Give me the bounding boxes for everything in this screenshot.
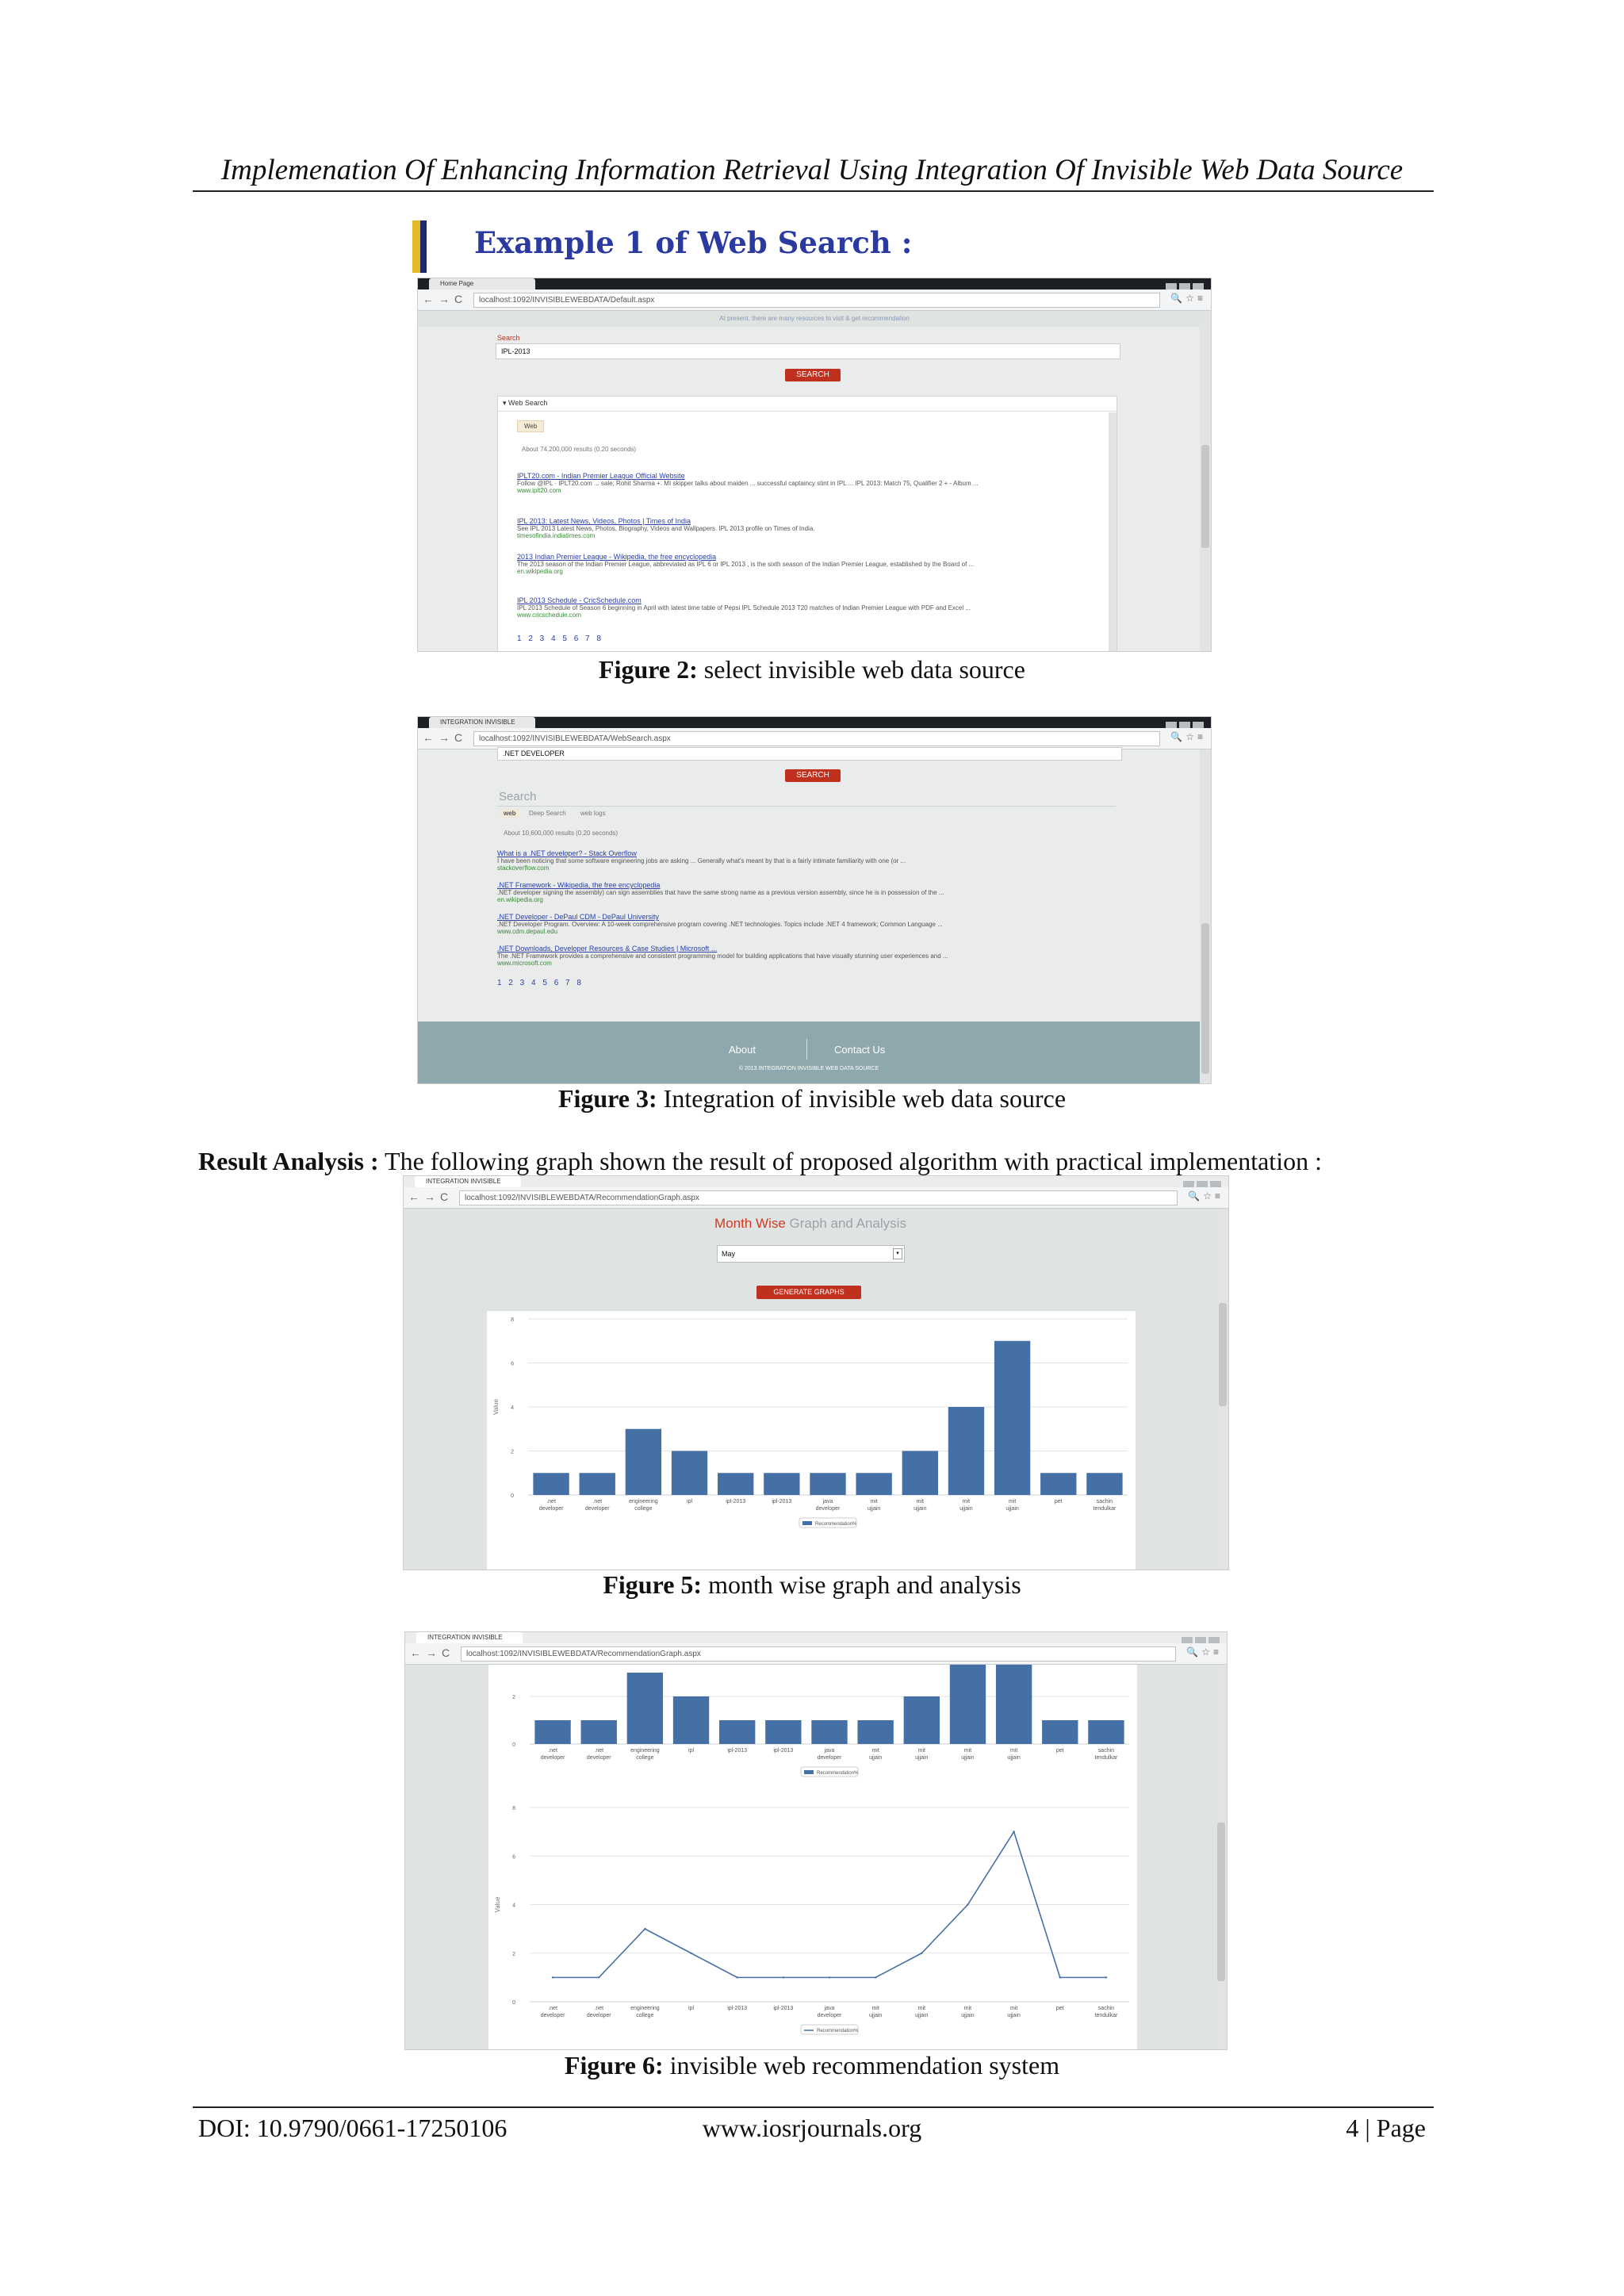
x-tick-label: ujjain — [961, 1755, 975, 1761]
address-bar[interactable]: localhost:1092/INVISIBLEWEBDATA/RecommendationGraph.aspx — [459, 1190, 1178, 1205]
x-tick-label: ipl-2013 — [773, 1748, 794, 1754]
graph-heading-rest: Graph and Analysis — [785, 1216, 906, 1231]
bar — [811, 1720, 847, 1744]
footer-divider — [806, 1039, 807, 1060]
figure-3-caption — [0, 1084, 1624, 1114]
result-snippet: The 2013 season of the Indian Premier League, abbreviated as IPL 6 or IPL 2013 , is the sixth season of the Indian Premier League, established by the Board of ... — [517, 561, 975, 568]
bar — [580, 1473, 615, 1495]
bar — [533, 1473, 569, 1495]
x-tick-label: developer — [586, 1755, 611, 1761]
x-tick-label: developer — [540, 2013, 565, 2018]
line-point — [829, 1976, 830, 1978]
x-tick-label: sachin — [1097, 2006, 1115, 2011]
x-tick-label: ipl — [688, 2006, 695, 2011]
search-button[interactable]: SEARCH — [785, 369, 841, 381]
x-tick-label: ujjain — [915, 1755, 929, 1761]
x-tick-label: .net — [594, 2006, 604, 2011]
result-snippet: .NET developer signing the assembly) can sign assemblies that have the same strong name as a previous version assembly, since he is in possession of the ... — [497, 889, 944, 896]
graph-heading-accent: Month Wise — [714, 1216, 786, 1231]
line-point — [783, 1976, 784, 1978]
figure-6-screenshot — [404, 1631, 1228, 2050]
running-title: Implemenation Of Enhancing Information Retrieval Using Integration Of Invisible Web Data Source — [220, 154, 1404, 186]
search-button[interactable]: SEARCH — [785, 769, 841, 782]
line-point — [967, 1903, 968, 1905]
bar — [626, 1429, 661, 1495]
line-chart — [488, 1792, 1137, 2049]
y-tick-label: 8 — [511, 1317, 514, 1323]
x-tick-label: ipl — [688, 1748, 695, 1754]
page-scrollbar-thumb[interactable] — [1217, 1823, 1225, 1981]
y-tick-label: 6 — [511, 1361, 514, 1367]
result-title-link[interactable]: IPL 2013: Latest News, Videos, Photos | Times of India — [517, 517, 691, 525]
example-title: Example 1 of Web Search : — [474, 225, 913, 260]
result-title-link[interactable]: What is a .NET developer? - Stack Overflow — [497, 849, 637, 857]
bar — [719, 1720, 755, 1744]
x-tick-label: ipl-2013 — [773, 2006, 794, 2011]
x-tick-label: mit — [917, 2006, 925, 2011]
tab-web[interactable]: Web — [517, 420, 544, 432]
y-tick-label: 0 — [512, 2000, 515, 2006]
bar — [1088, 1720, 1124, 1744]
result-url: www.cdm.depaul.edu — [497, 928, 558, 935]
bar — [673, 1696, 709, 1744]
x-tick-label: mit — [870, 1499, 878, 1504]
bar — [948, 1407, 984, 1495]
x-tick-label: developer — [584, 1506, 610, 1512]
result-url: timesofindia.indiatimes.com — [517, 532, 596, 539]
bar — [1042, 1720, 1078, 1744]
result-url: en.wikipedia.org — [497, 896, 543, 903]
caption-text: select invisible web data source — [697, 655, 1025, 684]
result-url: www.iplt20.com — [517, 487, 561, 494]
line-point — [690, 1953, 691, 1954]
x-tick-label: tendulkar — [1093, 1506, 1116, 1512]
browser-titlebar — [418, 278, 1211, 289]
y-tick-label: 4 — [511, 1405, 514, 1411]
x-tick-label: tendulkar — [1094, 2013, 1118, 2018]
x-tick-label: mit — [871, 2006, 879, 2011]
x-tick-label: developer — [817, 2013, 842, 2018]
y-tick-label: 8 — [512, 1806, 515, 1811]
nav-arrows-icon[interactable]: ←→C — [423, 293, 468, 305]
x-tick-label: mit — [916, 1499, 924, 1504]
tab-deep-search[interactable]: Deep Search — [529, 810, 566, 817]
x-tick-label: ujjain — [1007, 1755, 1021, 1761]
bar — [1040, 1473, 1076, 1495]
search-input[interactable]: IPL-2013 — [496, 343, 1120, 359]
caption-text: month wise graph and analysis — [702, 1570, 1021, 1599]
bar — [718, 1473, 753, 1495]
browser-titlebar — [404, 1176, 1228, 1187]
x-tick-label: engineering — [629, 1499, 658, 1504]
x-tick-label: mit — [963, 1748, 972, 1754]
result-title-link[interactable]: 2013 Indian Premier League - Wikipedia, the free encyclopedia — [517, 553, 717, 561]
y-tick-label: 2 — [512, 1951, 515, 1957]
legend-label: Recommendation% — [817, 2029, 859, 2033]
bar — [994, 1341, 1030, 1495]
search-label: Search — [497, 334, 520, 342]
result-snippet: I have been noticing that some software engineering jobs are asking ... Generally what's meant by that is a fairly intimate familiarity with one (or ... — [497, 857, 906, 864]
result-item — [497, 849, 1100, 872]
x-tick-label: mit — [1008, 1499, 1017, 1504]
line-point — [1059, 1976, 1061, 1978]
result-title-link[interactable]: .NET Developer - DePaul CDM - DePaul University — [497, 913, 659, 921]
x-tick-label: .net — [592, 1499, 603, 1504]
x-tick-label: ipl-2013 — [726, 1499, 746, 1504]
bar — [810, 1473, 845, 1495]
header-rule — [193, 190, 1434, 192]
x-tick-label: java — [824, 1748, 835, 1754]
legend-swatch — [802, 1521, 812, 1525]
star-menu-icon[interactable]: 🔍☆≡ — [1170, 293, 1206, 304]
result-url: www.microsoft.com — [497, 960, 552, 967]
nav-arrows-icon[interactable]: ←→C — [408, 1190, 454, 1203]
x-tick-label: ujjain — [868, 1755, 883, 1761]
bar — [950, 1665, 986, 1744]
x-tick-label: .net — [594, 1748, 604, 1754]
result-item — [497, 881, 1100, 903]
banner-accent-dark — [420, 220, 427, 273]
result-url: stackoverflow.com — [497, 864, 550, 872]
x-tick-label: engineering — [630, 1748, 660, 1754]
browser-toolbar — [418, 289, 1211, 311]
x-tick-label: college — [634, 1506, 653, 1512]
footer-site: www.iosrjournals.org — [702, 2114, 922, 2142]
figure-2-caption — [0, 655, 1624, 684]
address-bar[interactable]: localhost:1092/INVISIBLEWEBDATA/Default.aspx — [473, 293, 1160, 308]
line-point — [921, 1953, 922, 1954]
section-divider — [497, 806, 1116, 807]
chevron-down-icon[interactable]: ▾ — [893, 1248, 902, 1259]
browser-titlebar — [405, 1632, 1227, 1643]
result-item — [497, 945, 1100, 967]
star-menu-icon[interactable]: 🔍☆≡ — [1188, 1190, 1224, 1202]
x-tick-label: developer — [817, 1755, 842, 1761]
page-scrollbar-thumb[interactable] — [1219, 1303, 1227, 1406]
line-point — [875, 1976, 876, 1978]
x-tick-label: java — [824, 2006, 835, 2011]
x-tick-label: college — [636, 1755, 654, 1761]
result-snippet: IPL 2013 Schedule of Season 6 beginning in April with latest time table of Pepsi IPL Schedule 2013 T20 matches of Indian Premier League with PDF and Excel ... — [517, 604, 971, 611]
x-tick-label: ipl — [687, 1499, 693, 1504]
month-select-value: May — [722, 1250, 736, 1258]
browser-toolbar — [418, 728, 1211, 749]
result-analysis-paragraph — [198, 1147, 1322, 1176]
caption-text: Integration of invisible web data source — [657, 1084, 1067, 1113]
result-item — [517, 517, 1096, 539]
browser-toolbar — [405, 1643, 1227, 1665]
x-tick-label: ujjain — [868, 2013, 883, 2018]
footer-rule — [193, 2106, 1434, 2108]
footer-page-number: 4 | Page — [1346, 2114, 1426, 2142]
bar-chart — [487, 1311, 1136, 1570]
line-point — [598, 1976, 599, 1978]
browser-tab[interactable]: INTEGRATION INVISIBLE — [429, 717, 535, 728]
bar — [765, 1720, 801, 1744]
bar-chart-panel — [487, 1311, 1136, 1570]
caption-label: Figure 2: — [599, 655, 698, 684]
legend-swatch — [804, 1770, 814, 1774]
charts-panel — [488, 1665, 1137, 2049]
x-tick-label: mit — [962, 1499, 971, 1504]
bar — [764, 1473, 799, 1495]
x-tick-label: java — [822, 1499, 833, 1504]
x-tick-label: mit — [1009, 1748, 1018, 1754]
nav-arrows-icon[interactable]: ←→C — [410, 1646, 455, 1659]
search-input[interactable]: .NET DEVELOPER — [497, 747, 1122, 761]
x-tick-label: .net — [548, 2006, 557, 2011]
bar — [996, 1665, 1032, 1744]
window-controls[interactable] — [1163, 719, 1208, 726]
browser-tab[interactable]: INTEGRATION INVISIBLE — [416, 1632, 523, 1643]
result-analysis-text: The following graph shown the result of proposed algorithm with practical implementation : — [378, 1147, 1322, 1175]
x-tick-label: pet — [1054, 1499, 1063, 1504]
result-item — [517, 472, 1096, 494]
y-tick-label: 0 — [512, 1742, 515, 1748]
tab-web-logs[interactable]: web logs — [580, 810, 606, 817]
y-tick-label: 2 — [512, 1695, 515, 1700]
graph-heading — [404, 1216, 1217, 1232]
bar — [856, 1473, 891, 1495]
x-tick-label: engineering — [630, 2006, 660, 2011]
x-tick-label: ujjain — [961, 2013, 975, 2018]
x-tick-label: pet — [1055, 1748, 1064, 1754]
panel-scrollbar[interactable] — [1109, 412, 1116, 652]
result-title-link[interactable]: .NET Framework - Wikipedia, the free encyclopedia — [497, 881, 661, 889]
y-tick-label: 0 — [511, 1493, 514, 1499]
result-title-link[interactable]: IPLT20.com - Indian Premier League Official Website — [517, 472, 685, 480]
bar-chart-partial — [488, 1665, 1137, 1792]
line-point — [1013, 1830, 1014, 1832]
y-tick-label: 4 — [512, 1903, 515, 1909]
x-tick-label: mit — [871, 1748, 879, 1754]
x-tick-label: sachin — [1096, 1499, 1113, 1504]
caption-label: Figure 3: — [557, 1084, 657, 1113]
line-point — [552, 1976, 553, 1978]
results-count: About 10,600,000 results (0.20 seconds) — [504, 830, 619, 837]
footer-about-link[interactable]: About — [729, 1044, 756, 1056]
x-tick-label: ipl-2013 — [727, 1748, 748, 1754]
x-tick-label: developer — [540, 1755, 565, 1761]
legend-label: Recommendation% — [817, 1771, 859, 1776]
browser-tab[interactable]: Home Page — [429, 278, 535, 289]
x-tick-label: ipl-2013 — [727, 2006, 748, 2011]
bar — [534, 1720, 570, 1744]
page-scrollbar-thumb[interactable] — [1201, 923, 1209, 1074]
address-bar[interactable]: localhost:1092/INVISIBLEWEBDATA/RecommendationGraph.aspx — [461, 1646, 1176, 1662]
tab-web[interactable]: web — [500, 809, 519, 818]
panel-divider — [498, 411, 1116, 412]
results-count: About 74,200,000 results (0.20 seconds) — [522, 446, 637, 453]
x-tick-label: college — [636, 2013, 654, 2018]
pagination[interactable]: 1 2 3 4 5 6 7 8 — [497, 979, 584, 987]
figure-6-caption — [0, 2051, 1624, 2080]
x-tick-label: tendulkar — [1094, 1755, 1118, 1761]
bar — [857, 1720, 893, 1744]
line-point — [736, 1976, 737, 1978]
figure-3-screenshot — [417, 716, 1212, 1084]
caption-text: invisible web recommendation system — [663, 2051, 1060, 2079]
x-tick-label: ujjain — [867, 1506, 881, 1512]
footer-copyright: © 2013 INTEGRATION INVISIBLE WEB DATA SOURCE — [738, 1066, 879, 1071]
figure-5-caption — [0, 1570, 1624, 1600]
result-snippet: The .NET Framework provides a comprehensive and consistent programming model for building applications that have visually stunning user experiences and ... — [497, 953, 948, 960]
x-tick-label: .net — [546, 1499, 556, 1504]
bar — [902, 1451, 938, 1496]
section-heading: Search — [499, 790, 537, 803]
result-title-link[interactable]: IPL 2013 Schedule - CricSchedule.com — [517, 596, 642, 604]
line-point — [644, 1928, 645, 1930]
x-tick-label: ipl-2013 — [772, 1499, 792, 1504]
result-item — [517, 553, 1096, 575]
legend-label: Recommendation% — [815, 1522, 857, 1527]
y-tick-label: 6 — [512, 1854, 515, 1861]
result-item — [517, 596, 1096, 619]
example-banner — [412, 220, 912, 273]
bar — [581, 1720, 617, 1744]
x-tick-label: developer — [815, 1506, 841, 1512]
x-tick-label: sachin — [1097, 1748, 1115, 1754]
result-title-link[interactable]: .NET Downloads, Developer Resources & Case Studies | Microsoft ... — [497, 945, 718, 953]
caption-label: Figure 6: — [564, 2051, 664, 2079]
pagination[interactable]: 1 2 3 4 5 6 7 8 — [517, 634, 603, 643]
star-menu-icon[interactable]: 🔍☆≡ — [1186, 1646, 1222, 1658]
panel-title[interactable]: ▾ Web Search — [503, 399, 548, 407]
x-tick-label: .net — [548, 1748, 557, 1754]
web-search-panel — [497, 396, 1117, 652]
notice-bar: At present, there are many resources to visit & get recommendation — [418, 311, 1211, 327]
x-tick-label: ujjain — [915, 2013, 929, 2018]
result-url: en.wikipedia.org — [517, 568, 563, 575]
browser-toolbar — [404, 1187, 1228, 1209]
result-url: www.cricschedule.com — [517, 611, 581, 619]
result-snippet: See IPL 2013 Latest News, Photos, Biography, Videos and Wallpapers. IPL 2013 profile on Times of India. — [517, 525, 815, 532]
x-tick-label: mit — [1009, 2006, 1018, 2011]
x-tick-label: mit — [963, 2006, 972, 2011]
star-menu-icon[interactable]: 🔍☆≡ — [1170, 731, 1206, 742]
result-item — [497, 913, 1100, 935]
caption-label: Figure 5: — [603, 1570, 703, 1599]
x-tick-label: pet — [1055, 2006, 1064, 2011]
figure-5-screenshot — [403, 1175, 1229, 1570]
window-controls[interactable] — [1179, 1634, 1224, 1642]
x-tick-label: ujjain — [914, 1506, 927, 1512]
browser-tab[interactable]: INTEGRATION INVISIBLE — [415, 1176, 521, 1187]
footer-doi: DOI: 10.9790/0661-17250106 — [198, 2114, 508, 2142]
bar — [1086, 1473, 1122, 1495]
bar — [904, 1696, 940, 1744]
figure-2-screenshot — [417, 278, 1212, 652]
window-controls[interactable] — [1163, 280, 1208, 288]
result-analysis-label: Result Analysis : — [198, 1147, 379, 1175]
x-tick-label: ujjain — [1007, 2013, 1021, 2018]
site-footer — [418, 1022, 1200, 1083]
page-scrollbar-thumb[interactable] — [1201, 445, 1209, 548]
result-snippet: Follow @IPL · IPLT20.com ... sale; Rohit Sharma +. MI skipper talks about maiden ... successful captaincy stint in IPL ... IPL 2013: Match 75, Qualifier 2 + - Album ... — [517, 480, 979, 487]
browser-titlebar — [418, 717, 1211, 728]
nav-arrows-icon[interactable]: ←→C — [423, 731, 468, 744]
address-bar[interactable]: localhost:1092/INVISIBLEWEBDATA/WebSearch.aspx — [473, 731, 1160, 746]
generate-graphs-button[interactable]: GENERATE GRAPHS — [756, 1286, 861, 1299]
window-controls[interactable] — [1181, 1178, 1225, 1186]
y-axis-label: Value — [492, 1399, 500, 1415]
result-snippet: .NET Developer Program. Overview: A 10-week comprehensive program covering .NET technologies. Topics include .NET 4 framework; Common Language ... — [497, 921, 943, 928]
bar — [627, 1673, 663, 1744]
y-axis-label: Value — [494, 1896, 501, 1913]
x-tick-label: mit — [917, 1748, 925, 1754]
line-point — [1105, 1976, 1107, 1978]
x-tick-label: ujjain — [1005, 1506, 1019, 1512]
month-select[interactable] — [717, 1245, 905, 1263]
x-tick-label: ujjain — [959, 1506, 973, 1512]
x-tick-label: developer — [586, 2013, 611, 2018]
x-tick-label: developer — [538, 1506, 564, 1512]
y-tick-label: 2 — [511, 1449, 514, 1455]
footer-contact-link[interactable]: Contact Us — [834, 1044, 886, 1056]
bar — [672, 1451, 707, 1496]
